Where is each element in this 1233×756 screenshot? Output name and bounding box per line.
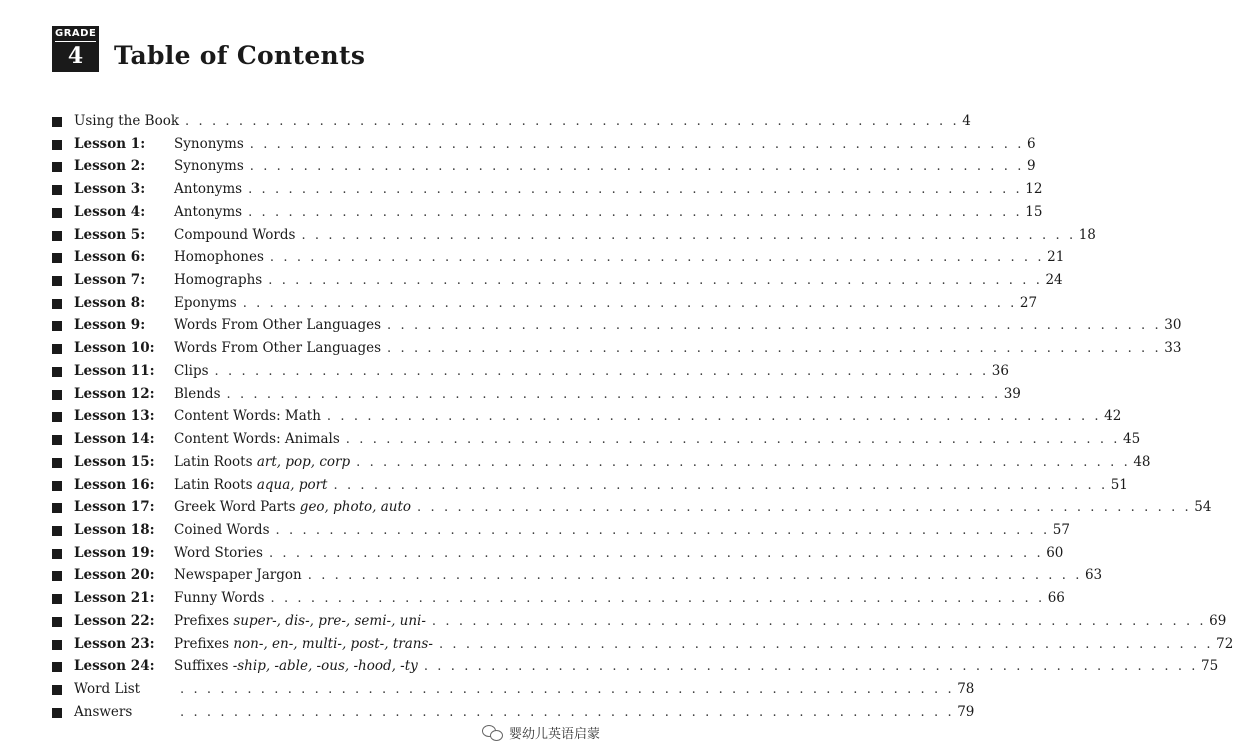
toc-page-number: 45 <box>1123 431 1141 448</box>
bullet-icon <box>52 390 62 400</box>
toc-leader <box>174 474 1128 498</box>
toc-title-text: Prefixes <box>174 612 234 629</box>
dot-leader: . . . . . . . . . . . . . . . . . . . . . . . . . . . . . . . . . . . . . . . . . . . . . . . . . . . . . . . . . . <box>268 273 1043 289</box>
toc-title <box>174 655 424 678</box>
toc-page-number: 33 <box>1164 340 1182 357</box>
toc-page-number: 60 <box>1046 544 1064 561</box>
bullet-icon <box>52 526 62 536</box>
toc-row <box>52 246 1065 269</box>
watermark-text: 婴幼儿英语启蒙 <box>508 727 600 742</box>
toc-leader <box>174 337 1182 361</box>
toc-row <box>52 405 1122 428</box>
toc-leader <box>174 155 1036 179</box>
toc-label: Word List <box>74 680 141 697</box>
toc-label: Lesson 24: <box>74 658 155 675</box>
bullet-icon <box>52 367 62 377</box>
toc-title-text: Homographs <box>174 272 263 289</box>
toc-title <box>174 633 439 656</box>
toc-page-number: 36 <box>991 362 1009 379</box>
toc-title-text: Homophones <box>174 249 264 266</box>
toc-row <box>52 337 1182 360</box>
dot-leader: . . . . . . . . . . . . . . . . . . . . . . . . . . . . . . . . . . . . . . . . . . . . . . . . . . . . . . . . . . <box>301 227 1076 243</box>
dot-leader: . . . . . . . . . . . . . . . . . . . . . . . . . . . . . . . . . . . . . . . . . . . . . . . . . . . . . . . . . . <box>249 159 1024 175</box>
toc-title-text: Words From Other Languages <box>174 317 382 334</box>
toc-title <box>174 405 327 428</box>
dot-leader: . . . . . . . . . . . . . . . . . . . . . . . . . . . . . . . . . . . . . . . . . . . . . . . . . . . . . . . . . . <box>431 613 1207 629</box>
toc-page-number: 75 <box>1201 658 1219 675</box>
toc-title <box>174 474 333 497</box>
toc-title <box>174 246 270 269</box>
bullet-icon <box>52 140 62 150</box>
toc-title-text: Greek Word Parts <box>174 499 300 516</box>
dot-leader: . . . . . . . . . . . . . . . . . . . . . . . . . . . . . . . . . . . . . . . . . . . . . . . . . . . . . . . . . . <box>185 114 960 129</box>
toc-leader <box>174 564 1103 588</box>
toc-title-text: Latin Roots <box>174 476 257 493</box>
toc-row <box>52 655 1219 678</box>
toc-title-italic: aqua, port <box>256 476 328 493</box>
toc-label: Lesson 3: <box>74 181 146 198</box>
toc-title-text: Funny Words <box>174 590 265 607</box>
toc-leader <box>174 542 1064 566</box>
bullet-icon <box>52 321 62 331</box>
bullet-icon <box>52 299 62 309</box>
toc-title <box>174 496 417 519</box>
toc-title-text: Newspaper Jargon <box>174 567 302 584</box>
toc-title <box>174 428 346 451</box>
toc-label: Lesson 22: <box>74 612 155 629</box>
toc-label: Lesson 1: <box>74 135 146 152</box>
bullet-icon <box>52 231 62 241</box>
toc-title-text: Synonyms <box>174 158 244 175</box>
toc-label: Lesson 13: <box>74 408 155 425</box>
toc-leader <box>174 292 1038 316</box>
toc-leader <box>174 610 1227 634</box>
toc-page-number: 9 <box>1026 158 1036 175</box>
toc-row <box>52 678 975 701</box>
toc-label: Lesson 9: <box>74 317 146 334</box>
toc-row <box>52 133 1036 156</box>
bullet-icon <box>52 435 62 445</box>
dot-leader: . . . . . . . . . . . . . . . . . . . . . . . . . . . . . . . . . . . . . . . . . . . . . . . . . . . . . . . . . . <box>269 250 1045 266</box>
toc-label: Lesson 20: <box>74 567 155 584</box>
page-title: Table of Contents <box>114 41 366 70</box>
toc-leader <box>174 678 975 702</box>
toc-title-text: Suffixes <box>174 658 233 675</box>
toc-page-number: 66 <box>1047 590 1065 607</box>
toc-page-number: 27 <box>1019 294 1038 311</box>
toc-title-text: Eponyms <box>174 294 237 311</box>
toc-title-text: Antonyms <box>174 181 243 198</box>
toc-row <box>52 155 1036 178</box>
bullet-icon <box>52 276 62 286</box>
watermark <box>482 723 600 742</box>
toc-title-italic: geo, photo, auto <box>299 499 412 516</box>
toc-page-number: 51 <box>1110 476 1128 493</box>
toc-leader <box>174 633 1233 657</box>
toc-label: Lesson 16: <box>74 476 155 493</box>
dot-leader: . . . . . . . . . . . . . . . . . . . . . . . . . . . . . . . . . . . . . . . . . . . . . . . . . . . . . . . . . . <box>438 636 1214 652</box>
bullet-icon <box>52 481 62 491</box>
bullet-icon <box>52 117 62 127</box>
toc-leader <box>174 655 1219 679</box>
toc-title-text: Prefixes <box>174 635 234 652</box>
bullet-icon <box>52 640 62 650</box>
toc-title <box>174 519 276 542</box>
toc-title <box>174 178 248 201</box>
toc-page-number: 18 <box>1078 226 1096 243</box>
dot-leader: . . . . . . . . . . . . . . . . . . . . . . . . . . . . . . . . . . . . . . . . . . . . . . . . . . . . . . . . . . <box>226 386 1001 402</box>
toc-title-text: Latin Roots <box>174 453 257 470</box>
toc-page-number: 39 <box>1003 385 1021 402</box>
toc-title: Using the Book <box>74 113 180 129</box>
dot-leader: . . . . . . . . . . . . . . . . . . . . . . . . . . . . . . . . . . . . . . . . . . . . . . . . . . . . . . . . . . <box>180 681 955 697</box>
toc-row <box>52 178 1043 201</box>
bullet-icon <box>52 185 62 195</box>
toc-row <box>52 496 1212 519</box>
toc-title-italic: non-, en-, multi-, post-, trans- <box>233 635 433 652</box>
toc-title-text: Clips <box>174 362 209 379</box>
bullet-icon <box>52 662 62 672</box>
toc-label: Answers <box>74 703 133 720</box>
toc-row <box>52 224 1096 247</box>
toc-title <box>174 337 387 360</box>
toc-title <box>174 564 308 587</box>
toc-label: Lesson 17: <box>74 499 155 516</box>
toc-row <box>52 701 975 724</box>
toc-title <box>174 201 248 224</box>
toc-row <box>52 610 1227 633</box>
toc-title <box>174 360 215 383</box>
toc-page-number: 30 <box>1164 317 1182 334</box>
dot-leader: . . . . . . . . . . . . . . . . . . . . . . . . . . . . . . . . . . . . . . . . . . . . . . . . . . . . . . . . . . <box>268 545 1044 561</box>
toc-leader <box>174 314 1182 338</box>
toc-title-italic: art, pop, corp <box>256 453 351 470</box>
grade-number: 4 <box>67 43 84 69</box>
dot-leader: . . . . . . . . . . . . . . . . . . . . . . . . . . . . . . . . . . . . . . . . . . . . . . . . . . . . . . . . . . <box>387 341 1162 357</box>
toc-label: Lesson 23: <box>74 635 155 652</box>
toc-leader <box>174 451 1151 475</box>
dot-leader: . . . . . . . . . . . . . . . . . . . . . . . . . . . . . . . . . . . . . . . . . . . . . . . . . . . . . . . . . . <box>387 318 1162 334</box>
toc-page-number: 48 <box>1133 453 1151 470</box>
toc-leader <box>174 178 1043 202</box>
dot-leader: . . . . . . . . . . . . . . . . . . . . . . . . . . . . . . . . . . . . . . . . . . . . . . . . . . . . . . . . . . <box>214 363 989 379</box>
dot-leader: . . . . . . . . . . . . . . . . . . . . . . . . . . . . . . . . . . . . . . . . . . . . . . . . . . . . . . . . . . <box>242 295 1017 311</box>
toc-label: Lesson 19: <box>74 544 155 561</box>
toc-label: Lesson 12: <box>74 385 155 402</box>
toc-leader <box>174 587 1065 611</box>
bullet-icon <box>52 412 62 422</box>
toc-title-italic: -ship, -able, -ous, -hood, -ty <box>232 658 418 675</box>
toc-leader <box>174 201 1043 225</box>
toc-leader <box>174 428 1141 452</box>
toc-title-text: Content Words: Animals <box>174 431 340 448</box>
toc-title-text: Compound Words <box>174 226 296 243</box>
toc-leader <box>174 224 1096 248</box>
toc-row <box>52 519 1070 542</box>
dot-leader: . . . . . . . . . . . . . . . . . . . . . . . . . . . . . . . . . . . . . . . . . . . . . . . . . . . . . . . . . . <box>248 204 1023 220</box>
toc-leader <box>174 496 1212 520</box>
toc-title <box>174 155 250 178</box>
toc-title-italic: super-, dis-, pre-, semi-, uni- <box>233 612 426 629</box>
toc-row <box>52 269 1063 292</box>
toc-title-text: Content Words: Math <box>174 408 321 425</box>
toc-row <box>52 314 1182 337</box>
toc-row <box>52 564 1103 587</box>
toc-title-text: Antonyms <box>174 203 243 220</box>
toc-page-number: 54 <box>1194 499 1212 516</box>
toc-label: Lesson 18: <box>74 521 155 538</box>
toc-title-text: Blends <box>174 385 221 402</box>
toc-leader <box>174 383 1021 407</box>
dot-leader: . . . . . . . . . . . . . . . . . . . . . . . . . . . . . . . . . . . . . . . . . . . . . . . . . . . . . . . . . . <box>333 477 1108 493</box>
toc-title <box>174 314 387 337</box>
toc-leader <box>74 110 971 134</box>
toc-page-number: 79 <box>957 703 975 720</box>
toc-page-number: 6 <box>1026 135 1036 152</box>
toc-row <box>52 360 1009 383</box>
toc-label: Lesson 21: <box>74 590 155 607</box>
toc-leader <box>174 269 1063 293</box>
toc-title <box>174 292 243 315</box>
toc-label: Lesson 15: <box>74 453 155 470</box>
bullet-icon <box>52 708 62 718</box>
toc-row <box>52 292 1038 315</box>
grade-badge <box>52 26 99 72</box>
toc-page-number: 15 <box>1025 203 1043 220</box>
toc-leader <box>174 519 1070 543</box>
bullet-icon <box>52 685 62 695</box>
dot-leader: . . . . . . . . . . . . . . . . . . . . . . . . . . . . . . . . . . . . . . . . . . . . . . . . . . . . . . . . . . <box>417 500 1192 516</box>
grade-label: GRADE <box>55 28 96 42</box>
bullet-icon <box>52 162 62 172</box>
dot-leader: . . . . . . . . . . . . . . . . . . . . . . . . . . . . . . . . . . . . . . . . . . . . . . . . . . . . . . . . . . <box>356 454 1131 470</box>
toc-title <box>174 133 250 156</box>
toc-row <box>52 587 1065 610</box>
toc-title <box>174 383 227 406</box>
toc-leader <box>174 246 1065 270</box>
toc-row <box>52 428 1141 451</box>
toc-label: Lesson 6: <box>74 249 146 266</box>
toc-page-number: 42 <box>1104 408 1122 425</box>
toc-page-number: 78 <box>957 680 975 697</box>
dot-leader: . . . . . . . . . . . . . . . . . . . . . . . . . . . . . . . . . . . . . . . . . . . . . . . . . . . . . . . . . . <box>275 522 1050 538</box>
table-of-contents <box>52 110 1233 723</box>
toc-title <box>174 224 301 247</box>
toc-title <box>174 610 432 633</box>
toc-page-number: 72 <box>1216 635 1233 652</box>
toc-page-number: 21 <box>1047 249 1065 266</box>
toc-leader <box>174 360 1009 384</box>
toc-page-number: 4 <box>962 113 971 129</box>
toc-page-number: 63 <box>1084 567 1103 584</box>
bullet-icon <box>52 458 62 468</box>
dot-leader: . . . . . . . . . . . . . . . . . . . . . . . . . . . . . . . . . . . . . . . . . . . . . . . . . . . . . . . . . . <box>345 432 1121 448</box>
toc-leader <box>174 133 1036 157</box>
toc-title-text: Word Stories <box>174 544 263 561</box>
toc-leader <box>174 405 1122 429</box>
dot-leader: . . . . . . . . . . . . . . . . . . . . . . . . . . . . . . . . . . . . . . . . . . . . . . . . . . . . . . . . . . <box>326 409 1102 425</box>
dot-leader: . . . . . . . . . . . . . . . . . . . . . . . . . . . . . . . . . . . . . . . . . . . . . . . . . . . . . . . . . . <box>248 182 1023 198</box>
dot-leader: . . . . . . . . . . . . . . . . . . . . . . . . . . . . . . . . . . . . . . . . . . . . . . . . . . . . . . . . . . <box>180 704 955 720</box>
toc-title-text: Synonyms <box>174 135 244 152</box>
toc-page-number: 69 <box>1209 612 1227 629</box>
toc-row <box>52 451 1151 474</box>
bullet-icon <box>52 571 62 581</box>
dot-leader: . . . . . . . . . . . . . . . . . . . . . . . . . . . . . . . . . . . . . . . . . . . . . . . . . . . . . . . . . . <box>423 659 1199 675</box>
toc-title <box>174 542 269 565</box>
bullet-icon <box>52 253 62 263</box>
toc-title <box>174 587 270 610</box>
toc-page-number: 12 <box>1025 181 1043 198</box>
toc-label: Lesson 14: <box>74 431 155 448</box>
toc-label: Lesson 7: <box>74 272 146 289</box>
toc-title-text: Coined Words <box>174 521 270 538</box>
toc-title <box>174 269 268 292</box>
wechat-icon <box>482 724 504 742</box>
dot-leader: . . . . . . . . . . . . . . . . . . . . . . . . . . . . . . . . . . . . . . . . . . . . . . . . . . . . . . . . . . <box>249 136 1024 152</box>
toc-label: Lesson 2: <box>74 158 146 175</box>
toc-leader <box>174 701 975 725</box>
toc-row <box>52 542 1064 565</box>
toc-label: Lesson 11: <box>74 362 155 379</box>
bullet-icon <box>52 594 62 604</box>
toc-row <box>52 110 971 133</box>
bullet-icon <box>52 503 62 513</box>
dot-leader: . . . . . . . . . . . . . . . . . . . . . . . . . . . . . . . . . . . . . . . . . . . . . . . . . . . . . . . . . . <box>307 568 1082 584</box>
toc-row <box>52 201 1043 224</box>
toc-label: Lesson 5: <box>74 226 146 243</box>
toc-title <box>174 451 356 474</box>
bullet-icon <box>52 549 62 559</box>
toc-title-text: Words From Other Languages <box>174 340 382 357</box>
bullet-icon <box>52 208 62 218</box>
toc-label: Lesson 10: <box>74 340 155 357</box>
toc-label: Lesson 4: <box>74 203 146 220</box>
toc-row <box>52 474 1128 497</box>
toc-row <box>52 633 1233 656</box>
toc-label: Lesson 8: <box>74 294 146 311</box>
toc-page-number: 57 <box>1052 521 1070 538</box>
bullet-icon <box>52 617 62 627</box>
toc-page-number: 24 <box>1045 272 1063 289</box>
dot-leader: . . . . . . . . . . . . . . . . . . . . . . . . . . . . . . . . . . . . . . . . . . . . . . . . . . . . . . . . . . <box>270 591 1045 607</box>
toc-row <box>52 383 1021 406</box>
bullet-icon <box>52 344 62 354</box>
